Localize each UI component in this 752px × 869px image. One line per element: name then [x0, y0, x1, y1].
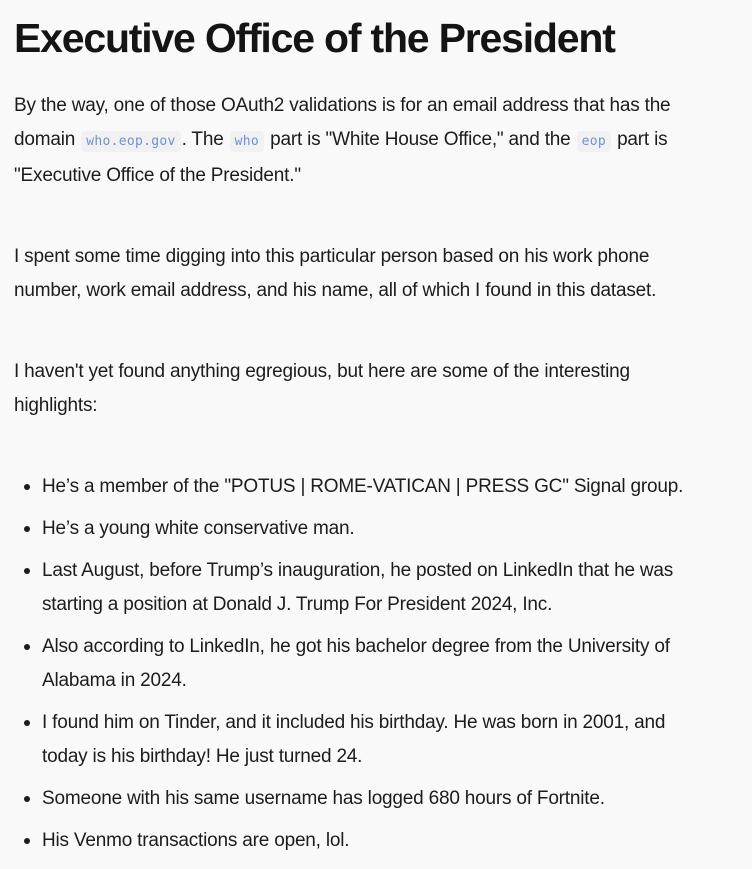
list-item-text: Also according to LinkedIn, he got his bachelor degree from the University of Alabama in 2024.: [42, 636, 670, 691]
list-item-text: Someone with his same username has logged 680 hours of Fortnite.: [42, 788, 605, 809]
paragraph-text: part is "White House Office," and the: [265, 129, 576, 150]
paragraph-investigation: I spent some time digging into this particular person based on his work phone number, work email address, and his name, all of which I found in this dataset.: [14, 246, 657, 301]
list-item: [42, 554, 712, 622]
list-item-text: I found him on Tinder, and it included his birthday. He was born in 2001, and today is his birthday! He just turned 24.: [42, 712, 666, 767]
list-item: [42, 470, 712, 504]
bullet-icon: [24, 720, 30, 726]
list-item: [42, 782, 712, 816]
list-item: [42, 824, 712, 858]
bullet-icon: [24, 644, 30, 650]
paragraph-domain: [14, 89, 712, 193]
list-item-text: He’s a member of the "POTUS | ROME-VATICAN | PRESS GC" Signal group.: [42, 476, 684, 497]
list-item: [42, 512, 712, 546]
list-item-text: His Venmo transactions are open, lol.: [42, 830, 350, 851]
bullet-icon: [24, 484, 30, 490]
bullet-icon: [24, 838, 30, 844]
paragraph-text: . The: [181, 129, 229, 150]
paragraph-highlights-intro: I haven't yet found anything egregious, but here are some of the interesting highlights:: [14, 361, 630, 416]
bullet-icon: [24, 568, 30, 574]
list-item-text: Last August, before Trump’s inauguration, he posted on LinkedIn that he was starting a position at Donald J. Trump For President 2024, Inc.: [42, 560, 674, 615]
list-item-text: He’s a young white conservative man.: [42, 518, 355, 539]
paragraph-text: By the way, one of those OAuth2 validations is for an email address that has the domain: [14, 95, 671, 150]
paragraph-text: part is "Executive Office of the President.": [14, 129, 668, 186]
list-item: [42, 630, 712, 698]
inline-code-who: who: [230, 131, 264, 152]
bullet-icon: [24, 526, 30, 532]
section-heading: Executive Office of the President: [14, 15, 615, 61]
highlights-list: [14, 470, 712, 858]
inline-code-eop: eop: [577, 131, 611, 152]
inline-code-domain: who.eop.gov: [81, 131, 180, 152]
bullet-icon: [24, 796, 30, 802]
list-item: [42, 706, 712, 774]
